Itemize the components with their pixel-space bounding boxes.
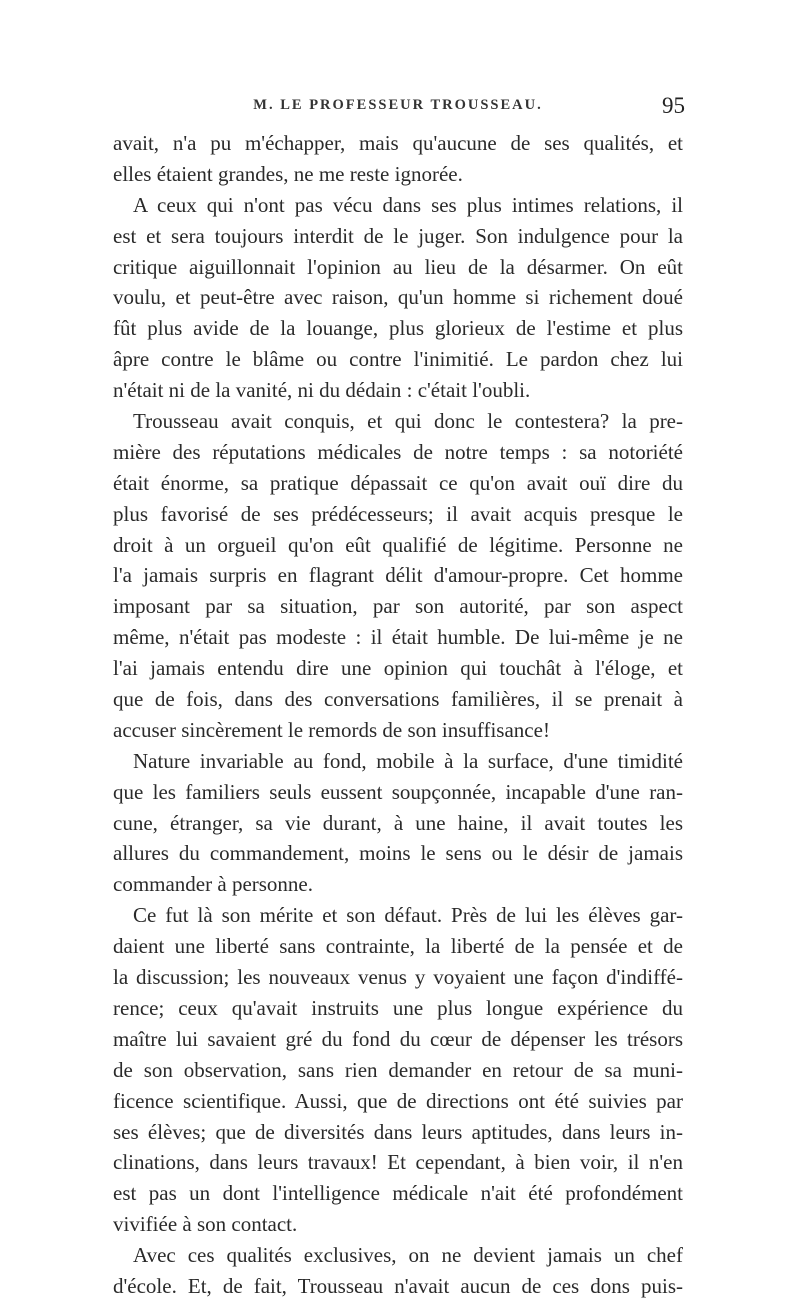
text-line: daient une liberté sans contrainte, la liberté de la pensée et de (113, 934, 683, 959)
text-line: mière des réputations médicales de notre temps : sa notoriété (113, 439, 683, 464)
text-line: Avec ces qualités exclusives, on ne devient jamais un chef (133, 1243, 683, 1268)
text-line: d'école. Et, de fait, Trousseau n'avait aucun de ces dons puis- (113, 1273, 683, 1298)
text-line: avait, n'a pu m'échapper, mais qu'aucune de ses qualités, et (113, 131, 683, 155)
text-line: est pas un dont l'intelligence médicale n'ait été profondément (113, 1181, 683, 1206)
text-line: l'a jamais surpris en flagrant délit d'amour-propre. Cet homme (113, 563, 683, 588)
text-line: Trousseau avait conquis, et qui donc le contestera? la pre- (133, 409, 683, 434)
text-line: l'ai jamais entendu dire une opinion qui touchât à l'éloge, et (113, 656, 683, 681)
running-head (113, 93, 685, 123)
text-line: maître lui savaient gré du fond du cœur de dépenser les trésors (113, 1026, 683, 1051)
page-number: 95 (662, 93, 685, 118)
text-line: fût plus avide de la louange, plus glorieux de l'estime et plus (113, 316, 683, 341)
text-line: Nature invariable au fond, mobile à la surface, d'une timidité (133, 748, 683, 773)
text-line: même, n'était pas modeste : il était humble. De lui-même je ne (113, 625, 683, 650)
text-line: que les familiers seuls eussent soupçonnée, incapable d'une ran- (113, 779, 683, 804)
text-line: vivifiée à son contact. (113, 1212, 298, 1237)
text-line: commander à personne. (113, 872, 314, 897)
text-line: A ceux qui n'ont pas vécu dans ses plus intimes relations, il (133, 192, 683, 217)
text-line: âpre contre le blâme ou contre l'inimitié. Le pardon chez lui (113, 347, 683, 372)
text-line: était énorme, sa pratique dépassait ce qu'on avait ouï dire du (113, 470, 683, 495)
text-line: voulu, et peut-être avec raison, qu'un homme si richement doué (113, 285, 683, 310)
text-line: la discussion; les nouveaux venus y voyaient une façon d'indiffé- (113, 965, 683, 990)
body-text (113, 128, 683, 1302)
text-line: cune, étranger, sa vie durant, à une haine, il avait toutes les (113, 810, 683, 835)
text-line: plus favorisé de ses prédécesseurs; il avait acquis presque le (113, 501, 683, 526)
text-line: de son observation, sans rien demander en retour de sa muni- (113, 1057, 683, 1082)
text-line: est et sera toujours interdit de le juger. Son indulgence pour la (113, 223, 683, 248)
text-line: elles étaient grandes, ne me reste ignorée. (113, 161, 463, 186)
running-head-title: M. LE PROFESSEUR TROUSSEAU. (253, 97, 543, 113)
text-line: imposant par sa situation, par son autorité, par son aspect (113, 594, 683, 619)
text-line: accuser sincèrement le remords de son insuffisance! (113, 717, 550, 742)
text-line: n'était ni de la vanité, ni du dédain : c'était l'oubli. (113, 378, 531, 403)
text-line: ficence scientifique. Aussi, que de directions ont été suivies par (113, 1088, 683, 1113)
text-line: que de fois, dans des conversations familières, il se prenait à (113, 687, 683, 712)
text-line: Ce fut là son mérite et son défaut. Près de lui les élèves gar- (133, 903, 683, 928)
text-line: rence; ceux qu'avait instruits une plus longue expérience du (113, 995, 683, 1020)
text-line: allures du commandement, moins le sens ou le désir de jamais (113, 841, 683, 866)
text-line: critique aiguillonnait l'opinion au lieu de la désarmer. On eût (113, 254, 683, 279)
text-line: ses élèves; que de diversités dans leurs aptitudes, dans leurs in- (113, 1119, 683, 1144)
text-line: clinations, dans leurs travaux! Et cependant, à bien voir, il n'en (113, 1150, 683, 1175)
text-line: droit à un orgueil qu'on eût qualifié de légitime. Personne ne (113, 532, 683, 557)
